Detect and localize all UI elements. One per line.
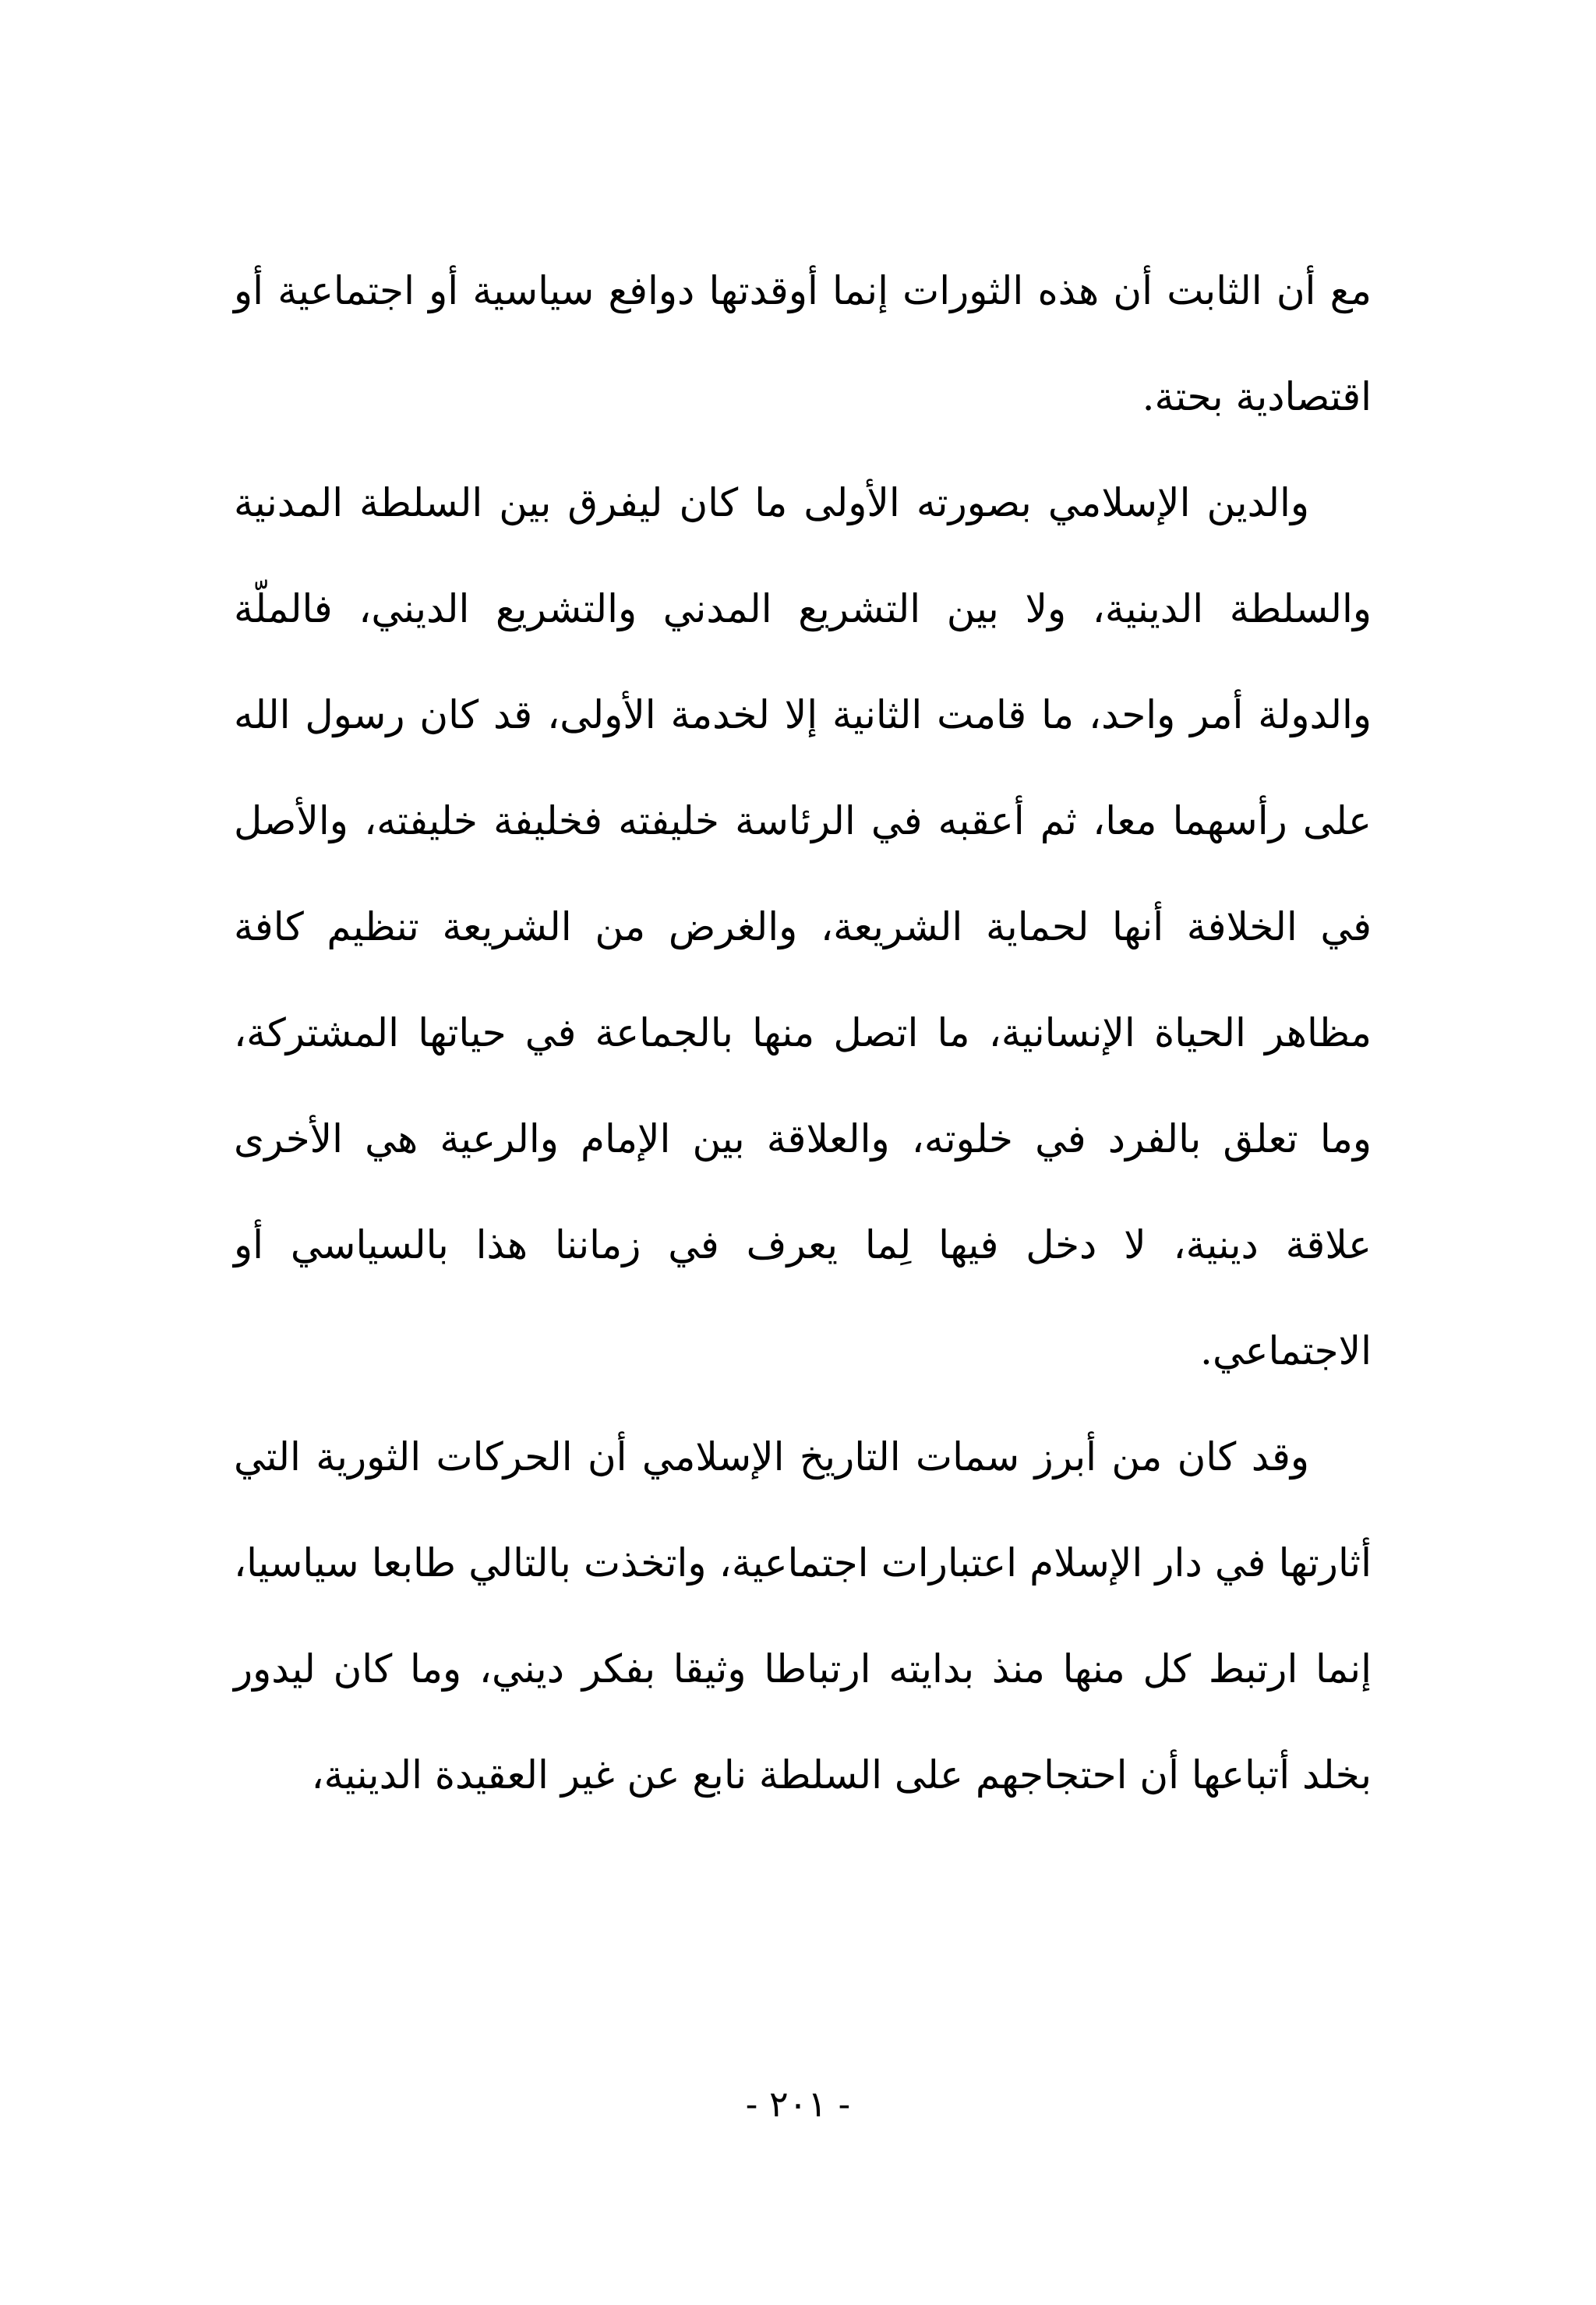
page-number: - ٢٠١ - <box>745 2083 851 2125</box>
paragraph-1: مع أن الثابت أن هذه الثورات إنما أوقدتها دوافع سياسية أو اجتماعية أو اقتصادية بحتة. <box>234 268 1372 419</box>
paragraph-3: وقد كان من أبرز سمات التاريخ الإسلامي أن الحركات الثورية التي أثارتها في دار الإسلام اعتبارات اجتماعية، واتخذت بالتالي طابعا سياسيا، إنما ارتبط كل منها منذ بدايته ارتباطا وثيقا بفكر ديني، وما كان ليدور بخلد أتباعها أن احتجاجهم على السلطة نابع عن غير العقيدة الدينية، <box>234 1434 1372 1798</box>
paragraph-2: والدين الإسلامي بصورته الأولى ما كان ليفرق بين السلطة المدنية والسلطة الدينية، ولا بين التشريع المدني والتشريع الديني، فالملّة والدولة أمر واحد، ما قامت الثانية إلا لخدمة الأولى، قد كان رسول الله على رأسهما معا، ثم أعقبه في الرئاسة خليفته فخليفة خليفته، والأصل في الخلافة أنها لحماية الشريعة، والغرض من الشريعة تنظيم كافة مظاهر الحياة الإنسانية، ما اتصل منها بالجماعة في حياتها المشتركة، وما تعلق بالفرد في خلوته، والعلاقة بين الإمام والرعية هي الأخرى علاقة دينية، لا دخل فيها لِما يعرف في زماننا هذا بالسياسي أو الاجتماعي. <box>234 480 1372 1373</box>
body-text <box>234 238 1372 1828</box>
